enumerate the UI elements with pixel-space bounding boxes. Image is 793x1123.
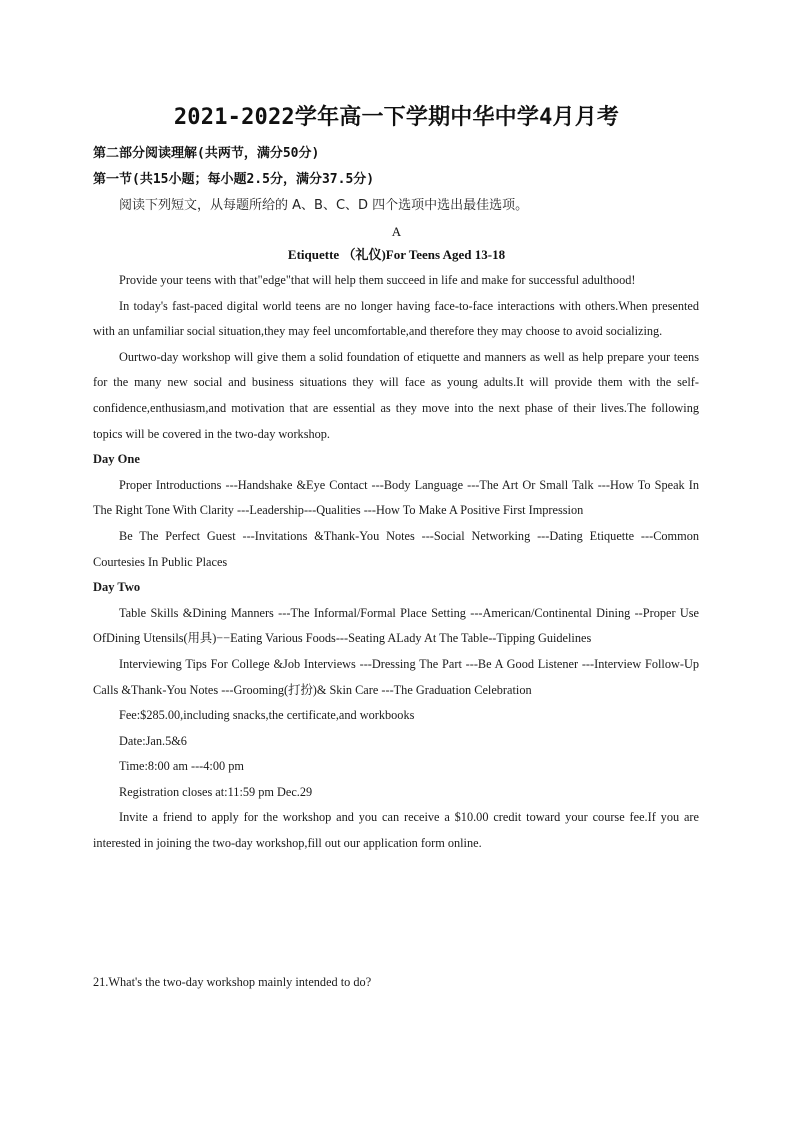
day-two-topics-1: Table Skills &Dining Manners ---The Informal/Formal Place Setting ---American/Continental Dining --Proper Use OfDining Utensils(用具)−−Eating Various Foods---Seating ALady At The Table--Tipping Guidelines bbox=[93, 605, 699, 646]
date-line: Date:Jan.5&6 bbox=[119, 733, 187, 748]
time-line: Time:8:00 am ---4:00 pm bbox=[119, 759, 244, 774]
registration-line: Registration closes at:11:59 pm Dec.29 bbox=[119, 784, 313, 799]
instruction-text: 阅读下列短文，从每题所给的 A、B、C、D 四个选项中选出最佳选项。 bbox=[119, 198, 529, 213]
passage-title: Etiquette （礼仪)For Teens Aged 13-18 bbox=[287, 247, 506, 262]
day-two-topics-2: Interviewing Tips For College &Job Interviews ---Dressing The Part ---Be A Good Listener ---Interview Follow-Up Calls &Thank-You Notes ---Grooming(打扮)& Skin Care ---The Graduation Celebration bbox=[93, 656, 699, 697]
paragraph-workshop: Ourtwo-day workshop will give them a solid foundation of etiquette and manners as well as help prepare your teens for the many new social and business situations they will face as young adults.It will provide them with the self-confidence,enthusiasm,and motivation that are essential as they move into the next phase of their lives.The following topics will be covered in the two-day workshop. bbox=[93, 349, 699, 441]
passage-letter: A bbox=[391, 224, 402, 239]
day-one-topics-2: Be The Perfect Guest ---Invitations &Thank-You Notes ---Social Networking ---Dating Etiquette ---Common Courtesies In Public Places bbox=[93, 528, 699, 569]
paragraph-intro: Provide your teens with that"edge"that will help them succeed in life and make for successful adulthood! bbox=[119, 273, 636, 287]
day-one-topics-1: Proper Introductions ---Handshake &Eye Contact ---Body Language ---The Art Or Small Talk ---How To Speak In The Right Tone With Clarity ---Leadership---Qualities ---How To Make A Positive First Impression bbox=[93, 477, 699, 518]
day-one-heading: Day One bbox=[93, 452, 140, 467]
paragraph-digital-world: In today's fast-paced digital world teens are no longer having face-to-face interactions with others.When presented with an unfamiliar social situation,they may feel uncomfortable,and therefore they may choose to avoid socializing. bbox=[93, 298, 699, 339]
passage-body bbox=[93, 268, 699, 857]
question-21: 21.What's the two-day workshop mainly intended to do? bbox=[93, 975, 372, 989]
day-two-heading: Day Two bbox=[93, 580, 141, 595]
page-title: 2021-2022学年高一下学期中华中学4月月考 bbox=[173, 105, 620, 130]
section-heading: 第一节(共15小题；每小题2.5分，满分37.5分) bbox=[93, 172, 375, 187]
fee-line: Fee:$285.00,including snacks,the certificate,and workbooks bbox=[119, 708, 415, 723]
paragraph-closing: Invite a friend to apply for the workshop and you can receive a $10.00 credit toward your course fee.If you are interested in joining the two-day workshop,fill out our application form online. bbox=[93, 810, 699, 851]
part-heading: 第二部分阅读理解(共两节，满分50分) bbox=[93, 146, 320, 161]
